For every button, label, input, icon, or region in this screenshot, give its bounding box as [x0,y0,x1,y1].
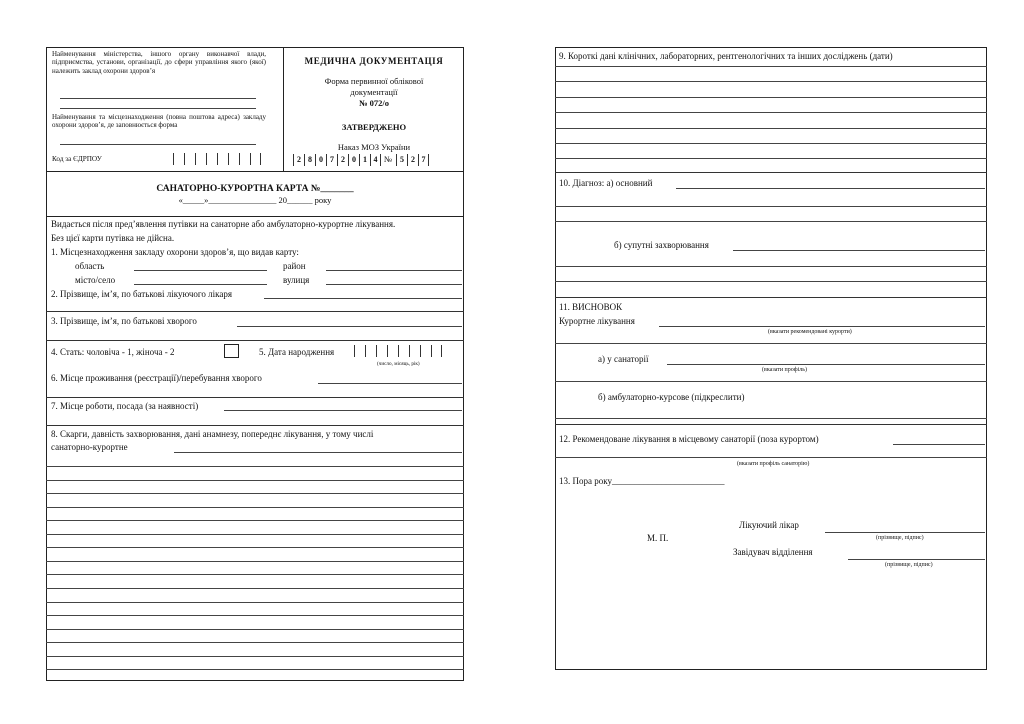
order-date-digits [293,154,381,166]
vulytsia-field[interactable] [326,284,462,285]
form-number: № 072/о [358,98,390,108]
ministry-line-1 [60,98,256,99]
doctor-signature-hint: (прізвище, підпис) [876,535,924,541]
item-7-label: 7. Місце роботи, посада (за наявності) [51,401,199,411]
order-number-digits [396,154,429,166]
birth-date-cells[interactable] [354,345,442,357]
diagnosis-main-field[interactable] [676,188,985,189]
doctor-signature-field[interactable] [825,532,985,533]
research-line[interactable] [555,128,987,129]
birth-date-hint: (число, місяць, рік) [377,361,420,367]
vulytsia-label: вулиця [283,275,310,285]
ambulatory-b-label: б) амбулаторно-курсове (підкреслити) [598,392,745,402]
item-2-label: 2. Прізвище, ім’я, по батькові лікуючого лікаря [51,289,232,299]
sex-checkbox[interactable] [224,344,239,358]
diagnosis-secondary-field[interactable] [733,250,985,251]
item-5-label: 5. Дата народження [259,347,335,357]
date-digit: 7 [326,154,337,166]
diagnosis-main-line[interactable] [555,221,987,222]
complaints-line[interactable] [46,588,464,589]
residence-field[interactable] [318,383,462,384]
misto-field[interactable] [134,284,267,285]
item-10b-label: б) супутні захворювання [614,240,709,250]
complaints-line[interactable] [46,480,464,481]
section-divider-10 [555,297,987,298]
ministry-label: Найменування міністерства, іншого органу виконавчої влади, підприємства, установи, організації, до сфери управління якого (якої) належить заклад охорони здоров’я [52,50,266,75]
complaints-line[interactable] [46,561,464,562]
item-13-label: 13. Пора року_________________________ [559,476,725,486]
edrpou-label: Код за ЄДРПОУ [52,155,102,163]
approved-label: ЗАТВЕРДЖЕНО [341,122,407,132]
resort-line-2[interactable] [555,343,987,344]
complaints-line[interactable] [46,534,464,535]
local-sanatorium-field[interactable] [893,444,985,445]
section-divider-3 [46,340,464,341]
number-digit: 5 [396,154,407,166]
section-divider-4 [46,397,464,398]
complaints-line[interactable] [46,642,464,643]
date-digit: 1 [359,154,370,166]
complaints-line[interactable] [46,574,464,575]
research-line[interactable] [555,158,987,159]
complaints-line[interactable] [46,547,464,548]
order-number-sign: № [384,154,393,164]
item-10a-label: 10. Діагноз: а) основний [559,178,653,188]
header-divider [283,47,284,171]
date-digit: 2 [337,154,348,166]
complaints-line[interactable] [46,656,464,657]
complaints-line[interactable] [46,507,464,508]
number-digit: 7 [418,154,429,166]
facility-label: Найменування та місцезнаходження (повна поштова адреса) закладу охорони здоров’я, де заповнюється форма [52,113,266,130]
facility-line [60,144,256,145]
date-digit: 2 [293,154,304,166]
complaints-line[interactable] [46,669,464,670]
complaints-line[interactable] [46,466,464,467]
resort-treatment-field[interactable] [659,326,985,327]
complaints-field[interactable] [174,452,462,453]
complaints-line[interactable] [46,629,464,630]
resort-hint: (вказати рекомендовані курорти) [768,329,852,335]
diagnosis-secondary-line[interactable] [555,281,987,282]
item-1-label: 1. Місцезнаходження закладу охорони здоров’я, що видав карту: [51,247,299,257]
research-line[interactable] [555,97,987,98]
oblast-label: область [75,261,105,271]
head-signature-hint: (прізвище, підпис) [885,562,933,568]
sanatorium-a-label: а) у санаторії [598,354,649,364]
doc-title: МЕДИЧНА ДОКУМЕНТАЦІЯ [304,56,444,66]
diagnosis-main-line[interactable] [555,206,987,207]
section-divider-5 [46,425,464,426]
header-bottom-border [46,171,464,172]
item-12-hint: (вказати профіль санаторію) [737,461,810,467]
research-line[interactable] [555,143,987,144]
head-label: Завідувач відділення [733,547,813,557]
sanatorium-profile-field[interactable] [667,364,985,365]
date-digit: 0 [348,154,359,166]
research-line[interactable] [555,66,987,67]
workplace-field[interactable] [224,410,462,411]
ministry-line-2 [60,108,256,109]
item-6-label: 6. Місце проживання (реєстрації)/перебування хворого [51,373,262,383]
intro-line-1: Видається після пред’явлення путівки на санаторне або амбулаторно-курортне лікування. [51,219,396,229]
item-9-label: 9. Короткі дані клінічних, лабораторних, рентгенологічних та інших досліджень (дати) [559,51,893,61]
raion-field[interactable] [326,270,462,271]
doctor-name-field[interactable] [264,298,462,299]
form-line-2: документації [350,87,398,97]
resort-treatment-label: Курортне лікування [559,316,635,326]
edrpou-cells[interactable] [173,153,261,165]
section-divider-11 [555,424,987,425]
item-8-line-1: 8. Скарги, давність захворювання, дані анамнезу, попереднє лікування, у тому числі [51,429,374,439]
head-signature-field[interactable] [848,559,985,560]
section-divider-9 [555,172,987,173]
research-line[interactable] [555,81,987,82]
raion-label: район [283,261,306,271]
sanatorium-line-2[interactable] [555,381,987,382]
section-divider-2 [46,311,464,312]
local-sanatorium-line-2[interactable] [555,457,987,458]
card-title: САНАТОРНО-КУРОРТНА КАРТА №_______ [156,184,354,194]
card-date: «_____»________________ 20______ року [178,195,332,205]
stamp-label: М. П. [647,533,669,543]
complaints-line[interactable] [46,520,464,521]
complaints-line[interactable] [46,615,464,616]
date-digit: 4 [370,154,381,166]
intro-line-2: Без цієї карти путівка не дійсна. [51,233,175,243]
research-line[interactable] [555,112,987,113]
item-11-label: 11. ВИСНОВОК [559,302,623,312]
order-label: Наказ МОЗ України [337,142,411,152]
date-digit: 8 [304,154,315,166]
doctor-label: Лікуючий лікар [739,520,799,530]
date-digit: 0 [315,154,326,166]
ambulatory-line[interactable] [555,418,987,419]
title-bottom-border [46,216,464,217]
complaints-line[interactable] [46,602,464,603]
diagnosis-secondary-line[interactable] [555,266,987,267]
misto-label: місто/село [75,275,116,285]
item-3-label: 3. Прізвище, ім’я, по батькові хворого [51,316,197,326]
item-12-label: 12. Рекомендоване лікування в місцевому санаторії (поза курортом) [559,434,819,444]
patient-name-field[interactable] [237,326,462,327]
number-digit: 2 [407,154,418,166]
oblast-field[interactable] [134,270,267,271]
item-8-line-2: санаторно-курортне [51,442,128,452]
complaints-line[interactable] [46,493,464,494]
form-line-1: Форма первинної облікової [324,76,424,86]
item-4-label: 4. Стать: чоловіча - 1, жіноча - 2 [51,347,175,357]
profile-hint: (вказати профіль) [762,367,808,373]
